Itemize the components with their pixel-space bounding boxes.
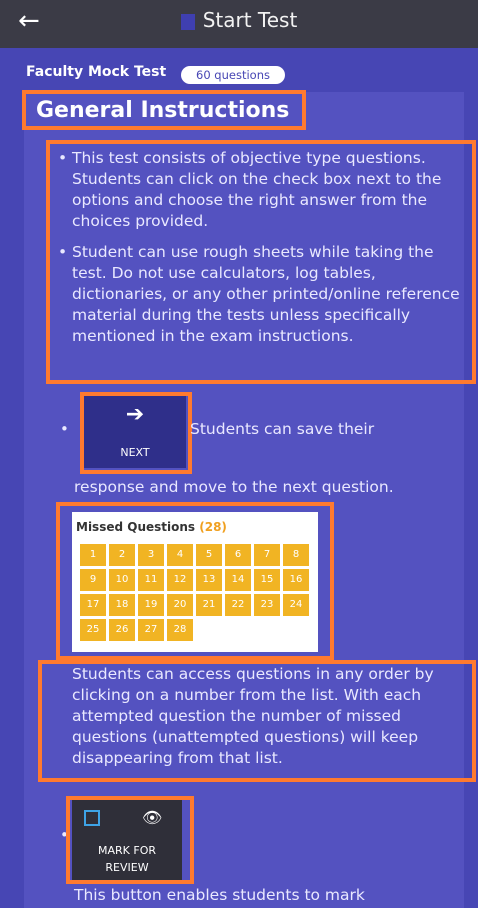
instruction-item: • This test consists of objective type questions. Students can click on the check box next to the options and choose the right answer from the choices provided.	[58, 148, 460, 232]
general-instructions-heading: General Instructions	[36, 98, 290, 123]
question-number-cell[interactable]: 28	[167, 619, 193, 641]
question-number-cell[interactable]: 11	[138, 569, 164, 591]
highlight-box-next	[80, 392, 192, 474]
question-number-cell[interactable]: 1	[80, 544, 106, 566]
question-number-cell[interactable]: 25	[80, 619, 106, 641]
question-number-cell[interactable]: 14	[225, 569, 251, 591]
question-number-cell[interactable]: 12	[167, 569, 193, 591]
back-arrow-icon[interactable]: ←	[18, 6, 40, 36]
question-number-cell[interactable]: 20	[167, 594, 193, 616]
arrow-right-icon: ➔	[125, 402, 145, 427]
question-number-cell[interactable]: 2	[109, 544, 135, 566]
test-name: Faculty Mock Test	[26, 64, 167, 80]
question-number-cell[interactable]: 10	[109, 569, 135, 591]
question-number-cell[interactable]: 8	[283, 544, 309, 566]
question-number-cell[interactable]: 18	[109, 594, 135, 616]
question-number-cell[interactable]: 21	[196, 594, 222, 616]
question-number-cell[interactable]: 3	[138, 544, 164, 566]
bullet: •	[60, 420, 69, 438]
question-number-cell[interactable]: 19	[138, 594, 164, 616]
question-number-cell[interactable]: 5	[196, 544, 222, 566]
questions-count-badge: 60 questions	[181, 66, 285, 84]
highlight-box-missed	[56, 502, 334, 660]
question-number-cell[interactable]: 13	[196, 569, 222, 591]
question-number-cell[interactable]: 17	[80, 594, 106, 616]
bullet: •	[60, 826, 69, 844]
mark-review-description: This button enables students to mark	[74, 886, 365, 904]
question-number-cell[interactable]: 23	[254, 594, 280, 616]
question-number-cell[interactable]: 9	[80, 569, 106, 591]
page-title: Start Test	[0, 8, 478, 32]
instruction-item: • Student can use rough sheets while taking the test. Do not use calculators, log tables, dictionaries, or any other printed/online reference material during the tests unless specifically mentioned in the exam instructions.	[58, 242, 460, 347]
question-number-cell[interactable]: 15	[254, 569, 280, 591]
question-number-cell[interactable]: 27	[138, 619, 164, 641]
eye-icon: 👁	[142, 808, 163, 827]
next-description-line1: Students can save their	[190, 420, 375, 438]
question-number-cell[interactable]: 16	[283, 569, 309, 591]
missed-questions-title: Missed Questions (28)	[76, 520, 227, 534]
question-number-cell[interactable]: 4	[167, 544, 193, 566]
top-bar	[0, 0, 478, 48]
question-number-cell[interactable]: 6	[225, 544, 251, 566]
next-button-label: NEXT	[120, 446, 150, 459]
next-description-line2: response and move to the next question.	[74, 478, 394, 496]
highlight-box-mark-review	[66, 796, 194, 884]
question-number-cell[interactable]: 22	[225, 594, 251, 616]
question-number-cell[interactable]: 24	[283, 594, 309, 616]
question-number-cell[interactable]: 26	[109, 619, 135, 641]
question-number-cell[interactable]: 7	[254, 544, 280, 566]
app-logo-icon	[181, 14, 195, 30]
mark-for-review-label: MARK FOR REVIEW	[98, 844, 156, 874]
instructions-list	[58, 148, 460, 357]
missed-description: Students can access questions in any order by clicking on a number from the list. With each attempted question the number of missed questions (unattempted questions) will keep disappearing from that list.	[72, 665, 434, 767]
